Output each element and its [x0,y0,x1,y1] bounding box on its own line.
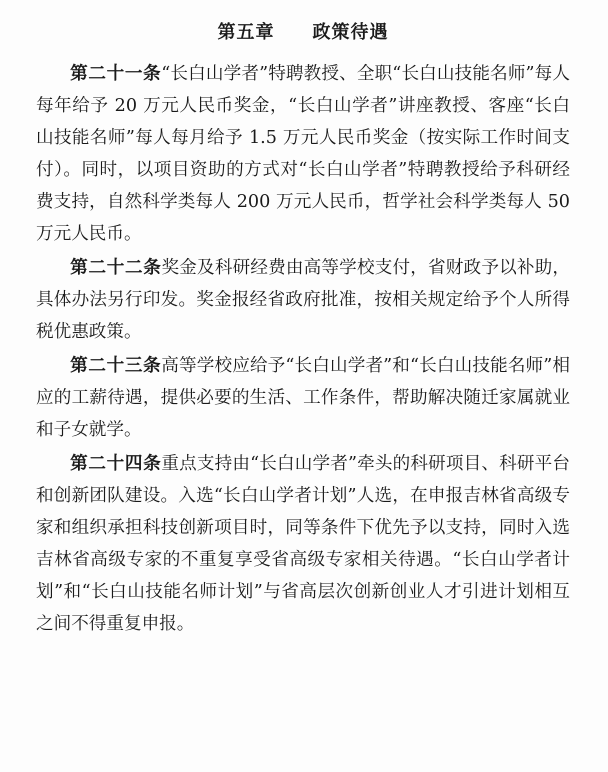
article-paragraph-22 [36,252,570,348]
article-body-23: 高等学校应给予“长白山学者”和“长白山技能名师”相应的工薪待遇，提供必要的生活、工作条件，帮助解决随迁家属就业和子女就学。 [36,356,570,441]
article-number-24: 第二十四条 [70,453,162,475]
article-paragraph-21 [36,58,570,250]
article-paragraph-23 [36,350,570,446]
chapter-heading: 第五章 政策待遇 [217,22,389,43]
article-number-23: 第二十三条 [70,355,162,377]
article-body-24: 重点支持由“长白山学者”牵头的科研项目、科研平台和创新团队建设。入选“长白山学者计划”人选，在申报吉林省高级专家和组织承担科技创新项目时，同等条件下优先予以支持，同时入选吉林省高级专家的不重复享受省高级专家相关待遇。“长白山学者计划”和“长白山技能名师计划”与省高层次创新创业人才引进计划相互之间不得重复申报。 [36,454,570,635]
article-body-21: “长白山学者”特聘教授、全职“长白山技能名师”每人每年给予 20 万元人民币奖金，“长白山学者”讲座教授、客座“长白山技能名师”每人每月给予 1.5 万元人民币奖金（按实际工作时间支付）。同时，以项目资助的方式对“长白山学者”特聘教授给予科研经费支持，自然科学类每人 200 万元人民币，哲学社会科学类每人 50 万元人民币。 [36,64,570,245]
article-body-22: 奖金及科研经费由高等学校支付，省财政予以补助，具体办法另行印发。奖金报经省政府批准，按相关规定给予个人所得税优惠政策。 [36,258,570,343]
article-number-21: 第二十一条 [70,63,162,84]
article-number-22: 第二十二条 [70,257,162,279]
article-paragraph-24 [36,448,570,640]
